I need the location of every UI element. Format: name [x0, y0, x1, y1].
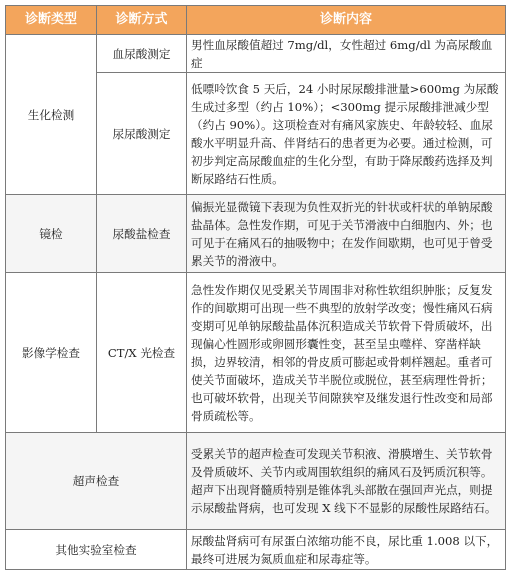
method-cell: CT/X 光检查	[97, 273, 187, 433]
type-cell: 生化检测	[6, 35, 97, 195]
table-row	[6, 195, 506, 273]
content-cell: 急性发作期仅见受累关节周围非对称性软组织肿胀；反复发作的间歇期可出现一些不典型的放射学改变；慢性痛风石病变期可见单钠尿酸盐晶体沉积造成关节软骨下骨质破坏，出现偏心性圆形或卵圆形囊性变，甚至呈虫噬样、穿凿样缺损，边界较清，相邻的骨皮质可膨起或骨刺样翘起。重者可使关节面破坏，造成关节半脱位或脱位，甚至病理性骨折；也可破坏软骨，出现关节间隙狭窄及继发退行性改变和局部骨质疏松等。	[187, 273, 506, 433]
header-type: 诊断类型	[6, 6, 97, 35]
content-cell: 尿酸盐肾病可有尿蛋白浓缩功能不良，尿比重 1.008 以下，最终可进展为氮质血症和尿毒症等。	[187, 530, 506, 570]
content-cell: 低嘌呤饮食 5 天后，24 小时尿尿酸排泄量>600mg 为尿酸生成过多型（约占 10%）；<300mg 提示尿酸排泄减少型（约占 90%）。这项检查对有痛风家族史、年龄较轻、血尿酸水平明显升高、伴肾结石的患者更为必要。通过检测，可初步判定高尿酸血症的生化分型，有助于降尿酸药选择及判断尿路结石性质。	[187, 73, 506, 195]
table-row	[6, 433, 506, 530]
method-cell: 血尿酸测定	[97, 35, 187, 73]
content-cell: 偏振光显微镜下表现为负性双折光的针状或杆状的单钠尿酸盐晶体。急性发作期，可见于关节滑液中白细胞内、外；也可见于在痛风石的抽吸物中；在发作间歇期，也可见于曾受累关节的滑液中。	[187, 195, 506, 273]
content-cell: 受累关节的超声检查可发现关节积液、滑膜增生、关节软骨及骨质破坏、关节内或周围软组织的痛风石及钙质沉积等。超声下出现肾髓质特别是锥体乳头部散在强回声光点，则提示尿酸盐肾病，也可发现 X 线下不显影的尿酸性尿路结石。	[187, 433, 506, 530]
header-content: 诊断内容	[187, 6, 506, 35]
type-cell: 镜检	[6, 195, 97, 273]
header-row	[6, 6, 506, 35]
type-cell: 影像学检查	[6, 273, 97, 433]
diagnosis-table	[5, 5, 506, 570]
header-method: 诊断方式	[97, 6, 187, 35]
table-row	[6, 35, 506, 73]
content-cell: 男性血尿酸值超过 7mg/dl，女性超过 6mg/dl 为高尿酸血症	[187, 35, 506, 73]
method-cell: 尿尿酸测定	[97, 73, 187, 195]
method-cell: 尿酸盐检查	[97, 195, 187, 273]
table-row	[6, 530, 506, 570]
table-row	[6, 273, 506, 433]
type-cell: 其他实验室检查	[6, 530, 187, 570]
type-cell: 超声检查	[6, 433, 187, 530]
